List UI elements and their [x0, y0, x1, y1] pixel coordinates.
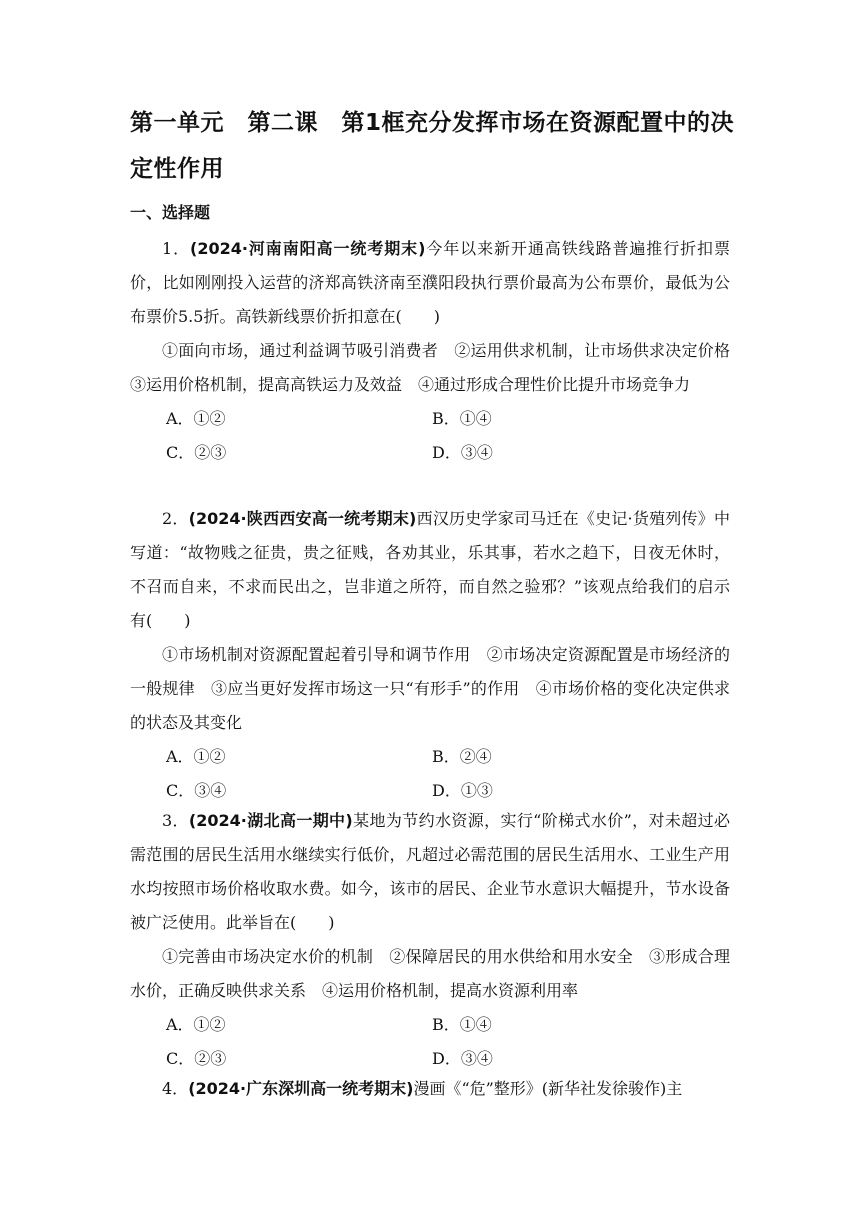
question-text: 漫画《“危”整形》(新华社发徐骏作)主	[413, 1079, 683, 1098]
page-title	[130, 100, 740, 192]
option-a: A．①②	[166, 1015, 226, 1034]
option-grid	[130, 402, 730, 470]
question-stem	[130, 502, 730, 638]
question-number: 2．	[162, 509, 189, 528]
section-heading: 一、选择题	[130, 203, 211, 222]
title-line-1: 第一单元 第二课 第1框充分发挥市场在资源配置中的决	[130, 110, 735, 136]
question-number: 1．	[162, 239, 191, 258]
question-stem	[130, 1072, 730, 1106]
question-source: (2024·湖北高一期中)	[188, 811, 353, 830]
question-statements: ①完善由市场决定水价的机制 ②保障居民的用水供给和用水安全 ③形成合理水价，正确反映供求关系 ④运用价格机制，提高水资源利用率	[130, 947, 730, 1000]
title-line-2: 定性作用	[130, 156, 224, 182]
question-3	[130, 804, 730, 1076]
question-1	[130, 232, 747, 470]
option-c: C．②③	[166, 1049, 227, 1068]
question-number: 3．	[162, 811, 189, 830]
option-d: D．①③	[432, 781, 493, 800]
option-c: C．③④	[166, 781, 227, 800]
option-b: B．①④	[432, 409, 492, 428]
question-text: 某地为节约水资源，实行“阶梯式水价”，对未超过必需范围的居民生活用水继续实行低价，凡超过必需范围的居民生活用水、工业生产用水均按照市场价格收取水费。如今，该市的居民、企业节水意识大幅提升，节水设备被广泛使用。此举旨在( )	[130, 811, 730, 932]
question-source: (2024·陕西西安高一统考期末)	[188, 509, 417, 528]
question-statements: ①面向市场，通过利益调节吸引消费者 ②运用供求机制，让市场供求决定价格 ③运用价格机制，提高高铁运力及效益 ④通过形成合理性价比提升市场竞争力	[130, 341, 747, 394]
option-b: B．①④	[432, 1015, 492, 1034]
option-d: D．③④	[432, 1049, 493, 1068]
option-d: D．③④	[432, 443, 493, 462]
option-b: B．②④	[432, 747, 492, 766]
question-stem	[130, 232, 730, 334]
question-2	[130, 502, 730, 808]
option-grid	[130, 1008, 730, 1076]
question-text: 西汉历史学家司马迁在《史记·货殖列传》中写道：“故物贱之征贵，贵之征贱，各劝其业，乐其事，若水之趋下，日夜无休时，不召而自来，不求而民出之，岂非道之所符，而自然之验邪？”该观点给我们的启示有( )	[130, 509, 730, 630]
question-4	[130, 1072, 730, 1106]
question-source: (2024·河南南阳高一统考期末)	[190, 239, 426, 258]
question-number: 4．	[162, 1079, 189, 1098]
question-text: 今年以来新开通高铁线路普遍推行折扣票价，比如刚刚投入运营的济郑高铁济南至濮阳段执行票价最高为公布票价，最低为公布票价5.5折。高铁新线票价折扣意在( )	[130, 239, 730, 326]
question-stem	[130, 804, 730, 940]
option-c: C．②③	[166, 443, 227, 462]
option-a: A．①②	[166, 409, 226, 428]
option-grid	[130, 740, 730, 808]
question-statements: ①市场机制对资源配置起着引导和调节作用 ②市场决定资源配置是市场经济的一般规律 ③应当更好发挥市场这一只“有形手”的作用 ④市场价格的变化决定供求的状态及其变化	[130, 645, 730, 732]
question-source: (2024·广东深圳高一统考期末)	[188, 1079, 414, 1098]
option-a: A．①②	[166, 747, 226, 766]
